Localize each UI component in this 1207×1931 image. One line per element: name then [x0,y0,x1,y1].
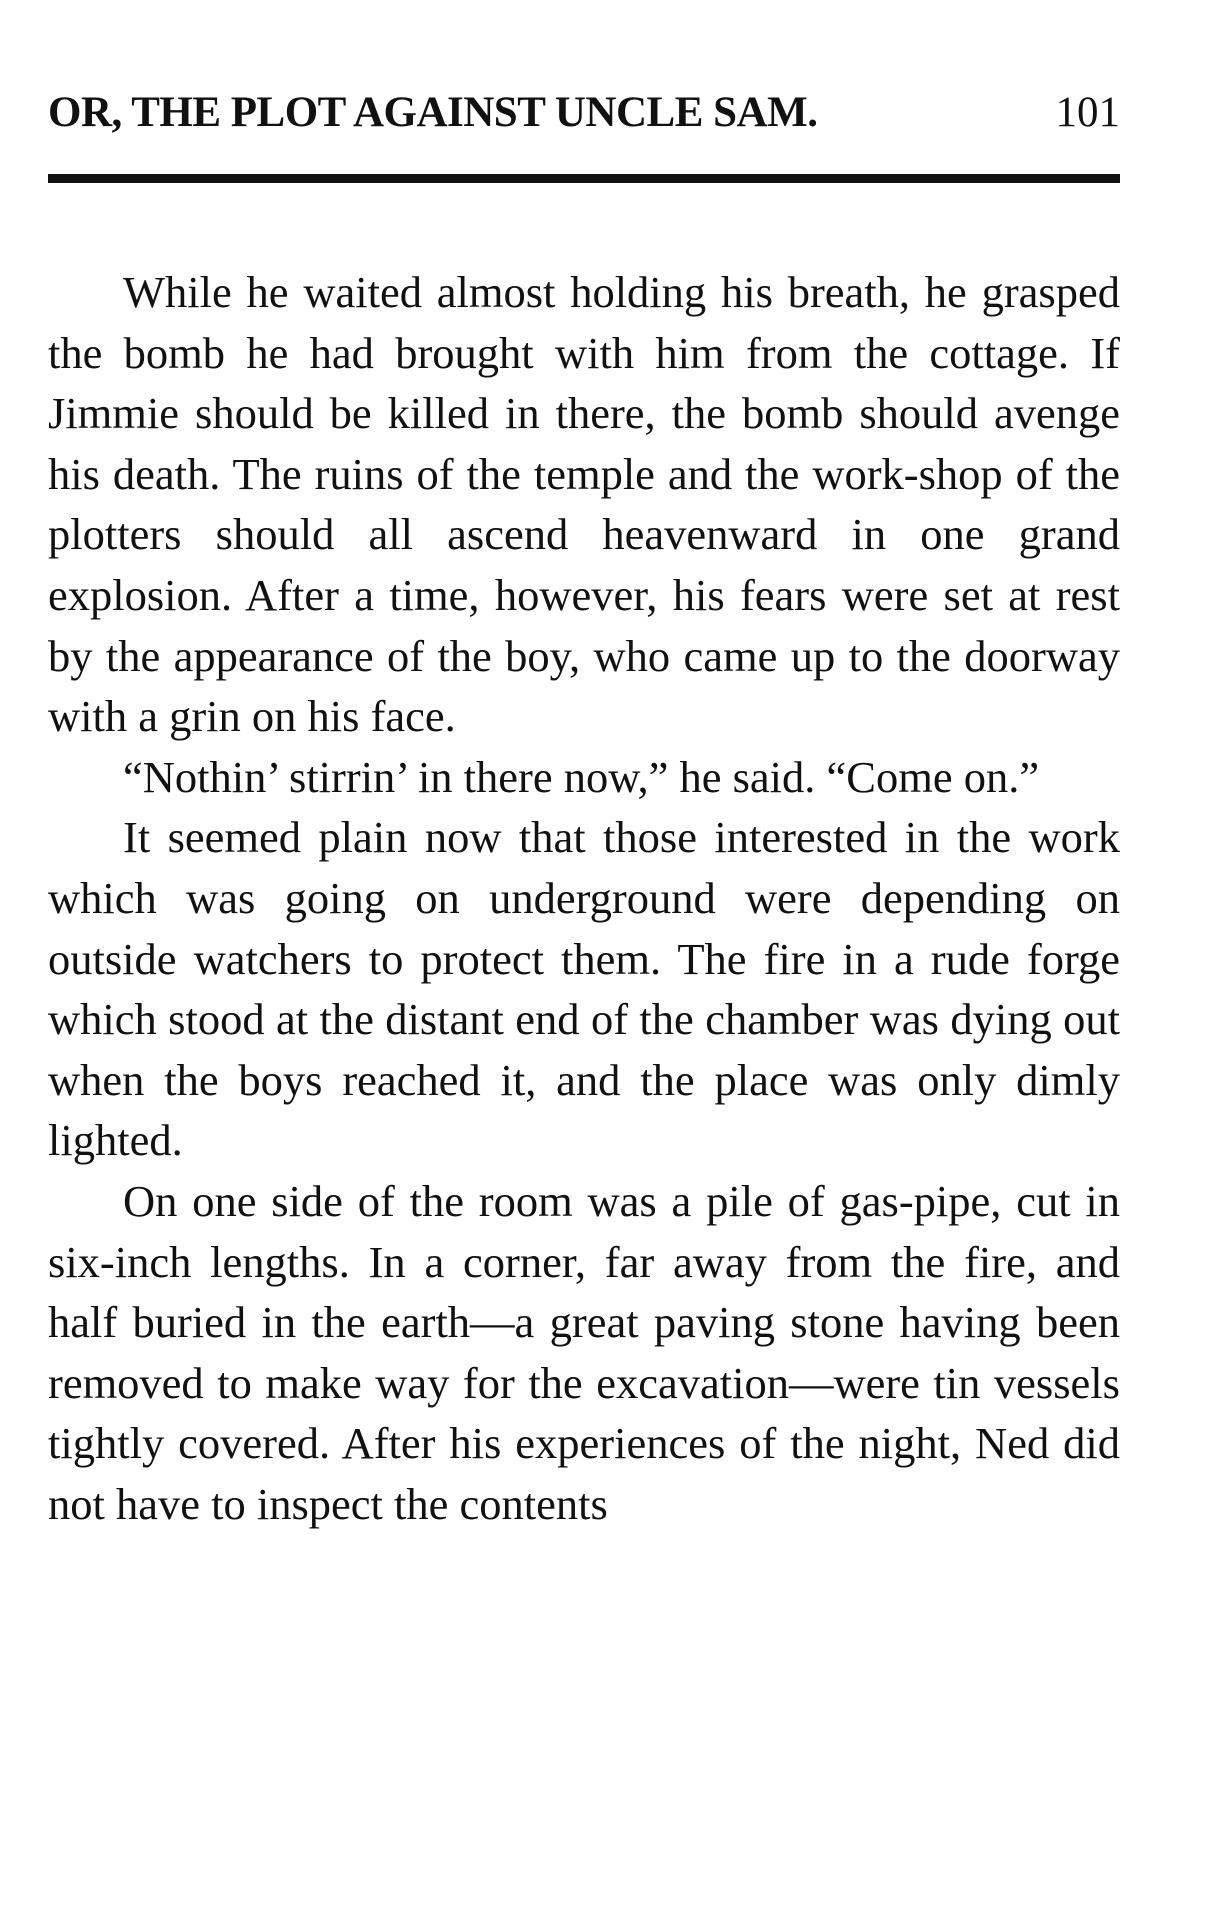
paragraph-1: While he waited almost holding his breath, he grasped the bomb he had brought with him from the cottage. If Jimmie should be killed in there, the bomb should avenge his death. The ruins of the temple and the work-shop of the plotters should all ascend heavenward in one grand explosion. After a time, however, his fears were set at rest by the appearance of the boy, who came up to the doorway with a grin on his face. [48,267,1120,742]
body-text [48,262,1120,1534]
header-rule [48,174,1120,183]
page-number: 101 [1055,89,1120,136]
running-title: OR, THE PLOT AGAINST UNCLE SAM. [48,89,818,136]
paragraph-3: It seemed plain now that those interested in the work which was going on underground were depending on outside watchers to protect them. The fire in a rude forge which stood at the distant end of the chamber was dying out when the boys reached it, and the place was only dimly lighted. [48,812,1120,1166]
paragraph-2: “Nothin’ stirrin’ in there now,” he said. “Come on.” [123,751,1040,802]
running-header [48,88,1120,148]
paragraph-4: On one side of the room was a pile of gas-pipe, cut in six-inch lengths. In a corner, far away from the fire, and half buried in the earth—a great paving stone having been removed to make way for the excavation—were tin vessels tightly covered. After his experiences of the night, Ned did not have to inspect the contents [48,1175,1120,1529]
